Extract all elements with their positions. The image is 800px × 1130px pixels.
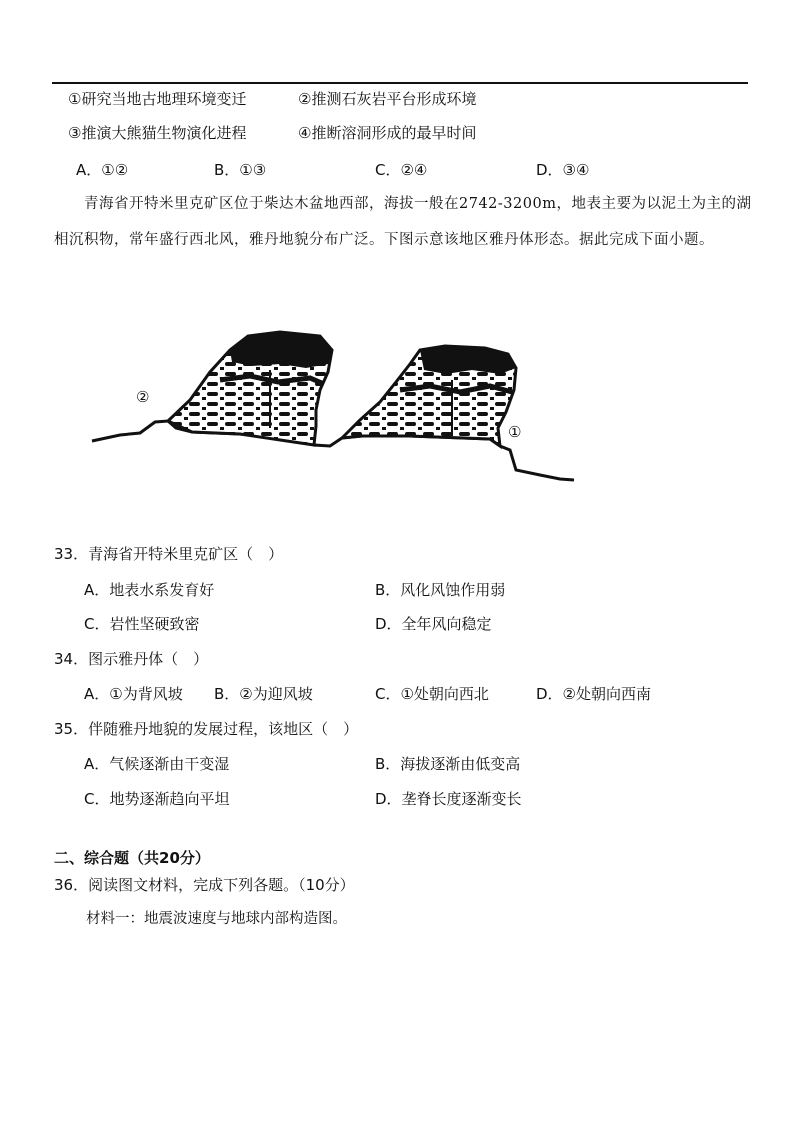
prev-answer-c: C．②④	[375, 161, 428, 179]
q35-option-a: A．气候逐渐由干变湿	[84, 755, 230, 773]
q36-stem: 36．阅读图文材料，完成下列各题。（10分）	[54, 876, 355, 894]
figure-label-2: ②	[136, 388, 150, 406]
prev-option-3: ③推演大熊猫生物演化进程	[68, 124, 247, 142]
q36-material-1: 材料一：地震波速度与地球内部构造图。	[86, 911, 347, 927]
prev-option-1: ①研究当地古地理环境变迁	[68, 90, 247, 108]
right-yardang	[342, 346, 516, 446]
q34-option-c: C．①处朝向西北	[375, 685, 489, 703]
q34-stem: 34．图示雅丹体（ ）	[54, 650, 209, 668]
passage-text: 青海省开特米里克矿区位于柴达木盆地西部，海拔一般在2742-3200m，地表主要为以泥土为主的湖相沉积物，常年盛行西北风，雅丹地貌分布广泛。下图示意该地区雅丹体形态。据此完成下面小题。	[54, 196, 752, 248]
q34-option-b: B．②为迎风坡	[214, 685, 313, 703]
q34-option-d: D．②处朝向西南	[536, 685, 651, 703]
top-rule	[52, 82, 748, 84]
q35-stem: 35．伴随雅丹地貌的发展过程，该地区（ ）	[54, 720, 359, 738]
q33-option-d: D．全年风向稳定	[375, 615, 492, 633]
q33-option-c: C．岩性坚硬致密	[84, 615, 200, 633]
prev-option-2: ②推测石灰岩平台形成环境	[298, 90, 477, 108]
q33-stem: 33．青海省开特米里克矿区（ ）	[54, 545, 284, 563]
q35-option-d: D．垄脊长度逐渐变长	[375, 790, 522, 808]
left-yardang	[168, 332, 332, 445]
section-2-title: 二、综合题（共20分）	[54, 849, 210, 867]
q33-option-b: B．风化风蚀作用弱	[375, 581, 506, 599]
prev-option-4: ④推断溶洞形成的最早时间	[298, 124, 477, 142]
q35-option-b: B．海拔逐渐由低变高	[375, 755, 521, 773]
yardang-figure	[80, 320, 590, 500]
q34-option-a: A．①为背风坡	[84, 685, 183, 703]
prev-answer-a: A．①②	[76, 161, 129, 179]
prev-answer-b: B．①③	[214, 161, 267, 179]
q33-option-a: A．地表水系发育好	[84, 581, 215, 599]
figure-label-1: ①	[508, 423, 522, 441]
ground-line	[92, 421, 574, 480]
q35-option-c: C．地势逐渐趋向平坦	[84, 790, 230, 808]
prev-answer-d: D．③④	[536, 161, 590, 179]
